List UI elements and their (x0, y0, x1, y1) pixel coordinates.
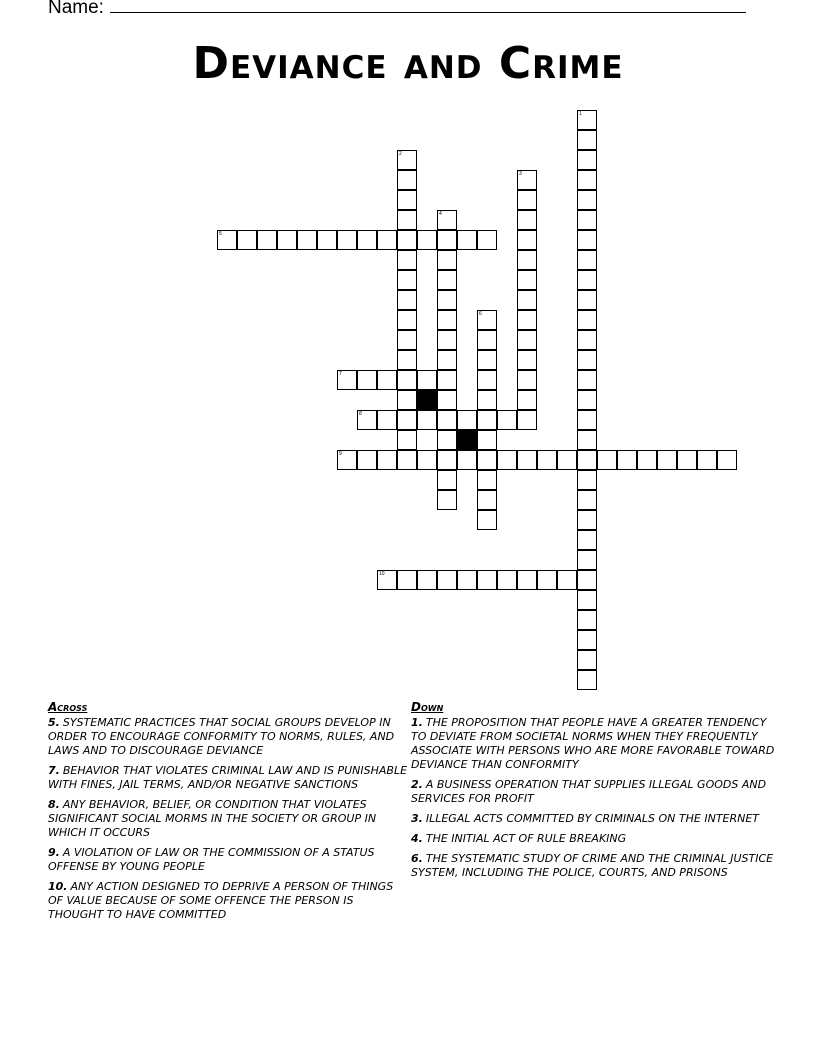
grid-cell[interactable] (577, 310, 597, 330)
grid-cell[interactable] (477, 370, 497, 390)
grid-cell[interactable] (577, 430, 597, 450)
clue-number: 9. (48, 846, 60, 859)
grid-cell[interactable] (517, 290, 537, 310)
clue-text: THE SYSTEMATIC STUDY OF CRIME AND THE CRIMINAL JUSTICE SYSTEM, INCLUDING THE POLICE, COURTS, AND PRISONS (411, 852, 774, 879)
grid-cell[interactable] (397, 210, 417, 230)
clue-text: ANY BEHAVIOR, BELIEF, OR CONDITION THAT VIOLATES SIGNIFICANT SOCIAL MORMS IN THE SOCIETY OR GROUP IN WHICH IT OCCURS (48, 798, 377, 839)
grid-cell[interactable] (577, 630, 597, 650)
grid-cell[interactable] (577, 170, 597, 190)
grid-cell[interactable] (397, 450, 417, 470)
grid-cell[interactable] (517, 170, 537, 190)
grid-cell[interactable] (397, 230, 417, 250)
grid-cell[interactable] (397, 250, 417, 270)
clue-number: 2. (411, 778, 423, 791)
clue-number: 7. (48, 764, 60, 777)
grid-cell[interactable] (577, 570, 597, 590)
grid-cell[interactable] (517, 330, 537, 350)
across-clue (48, 764, 408, 792)
grid-cell[interactable] (437, 230, 457, 250)
grid-cell[interactable] (577, 550, 597, 570)
down-clue (411, 812, 781, 826)
grid-cell[interactable] (477, 230, 497, 250)
cell-number: 1 (579, 111, 582, 117)
grid-cell[interactable] (497, 450, 517, 470)
grid-cell[interactable] (617, 450, 637, 470)
grid-cell[interactable] (517, 350, 537, 370)
grid-cell[interactable] (597, 450, 617, 470)
grid-cell[interactable] (717, 450, 737, 470)
grid-cell[interactable] (477, 490, 497, 510)
grid-cell[interactable] (357, 230, 377, 250)
grid-cell[interactable] (217, 230, 237, 250)
grid-cell[interactable] (477, 330, 497, 350)
grid-block (457, 430, 477, 450)
clue-text: A VIOLATION OF LAW OR THE COMMISSION OF A STATUS OFFENSE BY YOUNG PEOPLE (48, 846, 375, 873)
down-clue (411, 778, 781, 806)
grid-cell[interactable] (437, 430, 457, 450)
grid-cell[interactable] (377, 410, 397, 430)
grid-cell[interactable] (397, 330, 417, 350)
grid-cell[interactable] (557, 570, 577, 590)
grid-cell[interactable] (397, 370, 417, 390)
grid-cell[interactable] (577, 150, 597, 170)
grid-cell[interactable] (337, 450, 357, 470)
cell-number: 5 (219, 231, 222, 237)
grid-cell[interactable] (677, 450, 697, 470)
across-heading: Across (48, 700, 88, 714)
grid-cell[interactable] (417, 570, 437, 590)
grid-cell[interactable] (517, 250, 537, 270)
grid-cell[interactable] (397, 170, 417, 190)
grid-cell[interactable] (397, 270, 417, 290)
grid-cell[interactable] (397, 190, 417, 210)
cell-number: 6 (479, 311, 482, 317)
clue-text: ANY ACTION DESIGNED TO DEPRIVE A PERSON OF THINGS OF VALUE BECAUSE OF SOME OFFENCE THE PERSON IS THOUGHT TO HAVE COMMITTED (48, 880, 394, 921)
grid-cell[interactable] (577, 590, 597, 610)
clue-number: 8. (48, 798, 60, 811)
clue-number: 1. (411, 716, 423, 729)
grid-cell[interactable] (377, 570, 397, 590)
grid-cell[interactable] (477, 310, 497, 330)
grid-cell[interactable] (337, 370, 357, 390)
grid-cell[interactable] (637, 450, 657, 470)
grid-cell[interactable] (497, 410, 517, 430)
grid-cell[interactable] (477, 570, 497, 590)
across-clue (48, 798, 408, 840)
grid-cell[interactable] (437, 310, 457, 330)
page-title: Deviance and Crime (192, 38, 624, 89)
grid-cell[interactable] (577, 250, 597, 270)
grid-cell[interactable] (437, 470, 457, 490)
grid-cell[interactable] (397, 150, 417, 170)
grid-cell[interactable] (517, 310, 537, 330)
grid-cell[interactable] (457, 450, 477, 470)
grid-cell[interactable] (577, 210, 597, 230)
grid-cell[interactable] (397, 350, 417, 370)
grid-cell[interactable] (397, 570, 417, 590)
grid-cell[interactable] (477, 430, 497, 450)
grid-cell[interactable] (357, 410, 377, 430)
grid-cell[interactable] (577, 610, 597, 630)
cell-number: 10 (379, 571, 385, 577)
grid-cell[interactable] (417, 230, 437, 250)
grid-cell[interactable] (517, 570, 537, 590)
grid-cell[interactable] (437, 350, 457, 370)
clue-number: 5. (48, 716, 60, 729)
clue-number: 6. (411, 852, 423, 865)
down-clues (411, 700, 781, 886)
clue-text: A BUSINESS OPERATION THAT SUPPLIES ILLEGAL GOODS AND SERVICES FOR PROFIT (411, 778, 767, 805)
grid-cell[interactable] (477, 410, 497, 430)
grid-cell[interactable] (577, 330, 597, 350)
grid-cell[interactable] (477, 390, 497, 410)
grid-cell[interactable] (457, 570, 477, 590)
grid-cell[interactable] (437, 270, 457, 290)
grid-cell[interactable] (297, 230, 317, 250)
grid-cell[interactable] (517, 270, 537, 290)
grid-cell[interactable] (437, 450, 457, 470)
grid-cell[interactable] (537, 570, 557, 590)
grid-cell[interactable] (437, 330, 457, 350)
grid-cell[interactable] (557, 450, 577, 470)
grid-cell[interactable] (697, 450, 717, 470)
grid-cell[interactable] (577, 290, 597, 310)
grid-cell[interactable] (517, 210, 537, 230)
grid-cell[interactable] (377, 370, 397, 390)
grid-cell[interactable] (517, 190, 537, 210)
grid-cell[interactable] (577, 410, 597, 430)
grid-cell[interactable] (257, 230, 277, 250)
grid-cell[interactable] (437, 290, 457, 310)
grid-cell[interactable] (417, 410, 437, 430)
grid-cell[interactable] (317, 230, 337, 250)
clue-number: 10. (48, 880, 68, 893)
grid-cell[interactable] (397, 290, 417, 310)
grid-cell[interactable] (577, 650, 597, 670)
grid-cell[interactable] (417, 450, 437, 470)
grid-cell[interactable] (437, 370, 457, 390)
grid-cell[interactable] (577, 530, 597, 550)
grid-cell[interactable] (437, 250, 457, 270)
clue-text: THE INITIAL ACT OF RULE BREAKING (425, 832, 627, 845)
grid-cell[interactable] (477, 350, 497, 370)
down-clue (411, 852, 781, 880)
grid-cell[interactable] (517, 390, 537, 410)
grid-cell[interactable] (437, 490, 457, 510)
grid-cell[interactable] (437, 210, 457, 230)
down-clue (411, 716, 781, 772)
down-clue (411, 832, 781, 846)
across-clue (48, 846, 408, 874)
grid-cell[interactable] (517, 410, 537, 430)
grid-cell[interactable] (577, 350, 597, 370)
clue-text: BEHAVIOR THAT VIOLATES CRIMINAL LAW AND IS PUNISHABLE WITH FINES, JAIL TERMS, AND/OR NEGATIVE SANCTIONS (48, 764, 408, 791)
name-label: Name: (48, 0, 104, 18)
grid-cell[interactable] (357, 370, 377, 390)
grid-cell[interactable] (577, 110, 597, 130)
grid-cell[interactable] (577, 470, 597, 490)
grid-cell[interactable] (477, 450, 497, 470)
grid-cell[interactable] (517, 450, 537, 470)
cell-number: 9 (339, 451, 342, 457)
clue-number: 4. (411, 832, 423, 845)
grid-cell[interactable] (577, 230, 597, 250)
grid-cell[interactable] (477, 510, 497, 530)
grid-cell[interactable] (457, 410, 477, 430)
grid-cell[interactable] (397, 410, 417, 430)
down-heading: Down (411, 700, 444, 714)
cell-number: 7 (339, 371, 342, 377)
grid-cell[interactable] (577, 190, 597, 210)
grid-cell[interactable] (437, 570, 457, 590)
grid-cell[interactable] (657, 450, 677, 470)
grid-cell[interactable] (437, 390, 457, 410)
grid-cell[interactable] (577, 670, 597, 690)
grid-cell[interactable] (577, 370, 597, 390)
grid-cell[interactable] (277, 230, 297, 250)
grid-cell[interactable] (357, 450, 377, 470)
grid-cell[interactable] (417, 370, 437, 390)
grid-cell[interactable] (477, 470, 497, 490)
cell-number: 3 (519, 171, 522, 177)
grid-cell[interactable] (537, 450, 557, 470)
grid-cell[interactable] (437, 410, 457, 430)
across-clue (48, 716, 408, 758)
grid-cell[interactable] (397, 390, 417, 410)
grid-cell[interactable] (237, 230, 257, 250)
grid-cell[interactable] (457, 230, 477, 250)
cell-number: 2 (399, 151, 402, 157)
grid-cell[interactable] (577, 490, 597, 510)
grid-cell[interactable] (397, 430, 417, 450)
across-clues (48, 700, 408, 928)
across-clue (48, 880, 408, 922)
grid-cell[interactable] (377, 450, 397, 470)
cell-number: 8 (359, 411, 362, 417)
clue-text: ILLEGAL ACTS COMMITTED BY CRIMINALS ON THE INTERNET (425, 812, 760, 825)
grid-cell[interactable] (577, 510, 597, 530)
grid-block (417, 390, 437, 410)
grid-cell[interactable] (577, 270, 597, 290)
grid-cell[interactable] (517, 230, 537, 250)
clue-number: 3. (411, 812, 423, 825)
grid-cell[interactable] (377, 230, 397, 250)
grid-cell[interactable] (577, 130, 597, 150)
grid-cell[interactable] (517, 370, 537, 390)
cell-number: 4 (439, 211, 442, 217)
grid-cell[interactable] (497, 570, 517, 590)
grid-cell[interactable] (577, 390, 597, 410)
clue-text: THE PROPOSITION THAT PEOPLE HAVE A GREATER TENDENCY TO DEVIATE FROM SOCIETAL NORMS WHEN THEY FREQUENTLY ASSOCIATE WITH PERSONS WHO ARE MORE FAVORABLE TOWARD DEVIANCE THAN CONFORMITY (411, 716, 775, 771)
grid-cell[interactable] (577, 450, 597, 470)
grid-cell[interactable] (397, 310, 417, 330)
clue-text: SYSTEMATIC PRACTICES THAT SOCIAL GROUPS DEVELOP IN ORDER TO ENCOURAGE CONFORMITY TO NORMS, RULES, AND LAWS AND TO DISCOURAGE DEVIANCE (48, 716, 395, 757)
grid-cell[interactable] (337, 230, 357, 250)
